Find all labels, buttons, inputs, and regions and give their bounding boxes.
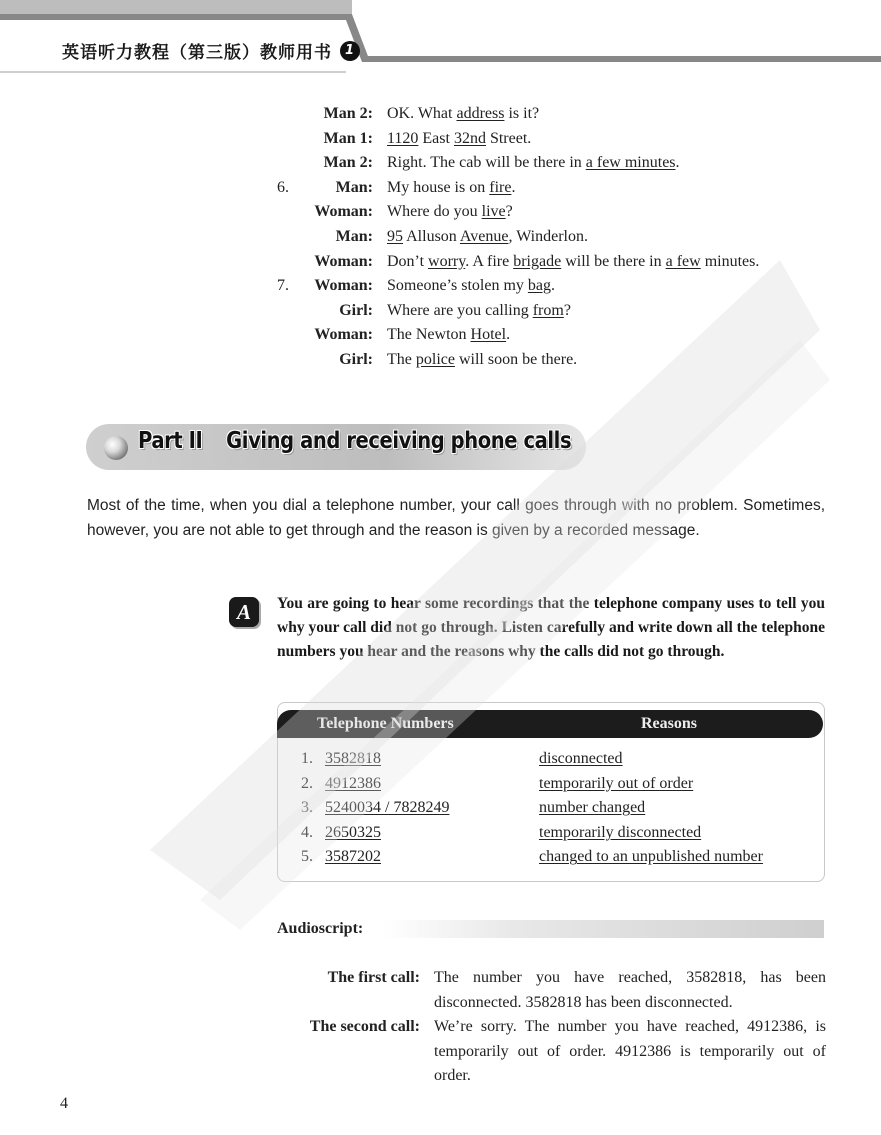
part-heading bbox=[138, 428, 571, 454]
dialog-fragment: . bbox=[675, 154, 680, 172]
dialog-line bbox=[260, 151, 840, 176]
dialog-fragment: The bbox=[387, 350, 416, 368]
audioscript-speaker: The first call: bbox=[327, 969, 420, 986]
dialog-number: 6. bbox=[277, 178, 289, 196]
dialog-fragment: Where do you bbox=[387, 203, 482, 221]
answer-blank: a few bbox=[665, 252, 701, 270]
row-number: 5. bbox=[301, 848, 313, 866]
audioscript-speaker: The second call: bbox=[309, 1018, 420, 1035]
row-number: 3. bbox=[301, 799, 313, 817]
dialog-line bbox=[260, 274, 840, 299]
dialog-line bbox=[260, 176, 840, 201]
dialog-fragment: Alluson bbox=[403, 227, 460, 245]
answer-blank: address bbox=[456, 105, 505, 122]
dialog-fragment: Someone’s stolen my bbox=[387, 277, 528, 295]
dialog-text bbox=[387, 299, 571, 323]
answer-blank: 1120 bbox=[387, 129, 419, 147]
section-a-instruction: You are going to hear some recordings that the telephone company uses to tell you why your call did not go through. Listen carefully and write down all the telephone numbers you hear and the reasons why the calls did not go through. bbox=[277, 595, 825, 661]
section-a-badge: A bbox=[229, 597, 259, 627]
dialog-fragment: Street. bbox=[485, 129, 532, 147]
dialog-fragment: ? bbox=[505, 203, 513, 221]
dialog-line bbox=[260, 323, 840, 348]
dialog-fragment: . A fire bbox=[465, 252, 514, 270]
audioscript-block bbox=[286, 966, 826, 1089]
header-telephone-numbers: Telephone Numbers bbox=[317, 715, 454, 732]
answer-blank: Avenue bbox=[459, 227, 509, 245]
dialog-speaker: Woman: bbox=[314, 203, 373, 221]
audioscript-label: Audioscript: bbox=[277, 920, 364, 937]
dialog-fragment: My house is on bbox=[387, 178, 490, 196]
audioscript-rule bbox=[382, 920, 824, 938]
sphere-icon bbox=[104, 436, 128, 460]
header-title bbox=[62, 38, 360, 63]
dialog-fragment: is it? bbox=[504, 105, 540, 122]
answer-blank: fire bbox=[489, 178, 512, 196]
dialog-text bbox=[387, 176, 515, 200]
phone-number: 4912386 bbox=[325, 774, 381, 792]
answer-blank: worry bbox=[428, 252, 466, 270]
audioscript-item bbox=[286, 1015, 826, 1089]
part-title: Giving and receiving phone calls bbox=[226, 428, 572, 454]
intro-paragraph: Most of the time, when you dial a telephone number, your call goes through with no problem. Sometimes, however, you are not able to get through and the reason is given by a recorded message. bbox=[87, 497, 825, 539]
dialog-fragment: The Newton bbox=[387, 326, 471, 344]
book-title: 英语听力教程（第三版）教师用书 bbox=[62, 43, 332, 63]
table-row bbox=[301, 796, 821, 821]
header-reasons: Reasons bbox=[641, 715, 698, 732]
dialog-number: 7. bbox=[277, 277, 289, 295]
dialog-fragment: Where are you calling bbox=[387, 301, 533, 319]
dialog-fragment: Right. The cab will be there in bbox=[387, 154, 586, 172]
dialog-text bbox=[387, 348, 577, 372]
dialog-fragment: . bbox=[506, 326, 511, 344]
dialog-fragment: East bbox=[418, 129, 454, 147]
dialog-speaker: Man 2: bbox=[323, 105, 373, 122]
phone-number: 2650325 bbox=[325, 823, 381, 841]
dialog-text bbox=[387, 323, 510, 347]
dialog-speaker: Girl: bbox=[339, 301, 373, 319]
answer-blank: live bbox=[481, 203, 506, 221]
dialog-line bbox=[260, 102, 840, 127]
dialog-fragment: ? bbox=[563, 301, 571, 319]
dialog-speaker: Man: bbox=[335, 227, 373, 245]
dialog-line bbox=[260, 200, 840, 225]
dialog-fragment: minutes. bbox=[700, 252, 760, 270]
dialog-line bbox=[260, 348, 840, 373]
answer-table-header bbox=[277, 710, 823, 738]
reason: temporarily disconnected bbox=[539, 823, 702, 841]
answer-blank: from bbox=[532, 301, 564, 319]
dialog-fragment: , Winderlon. bbox=[508, 227, 588, 245]
dialog-text bbox=[387, 200, 513, 224]
audioscript-text: The number you have reached, 3582818, has been disconnected. 3582818 has been disconnected. bbox=[434, 969, 826, 1011]
dialog-text bbox=[387, 250, 759, 274]
dialog-text bbox=[387, 225, 588, 249]
dialog-line bbox=[260, 250, 840, 275]
table-row bbox=[301, 747, 821, 772]
dialog-text bbox=[387, 151, 680, 175]
dialog-speaker: Girl: bbox=[339, 350, 373, 368]
reason: changed to an unpublished number bbox=[539, 848, 763, 866]
dialog-speaker: Woman: bbox=[314, 277, 373, 295]
answer-table-rows bbox=[301, 747, 821, 870]
dialog-speaker: Woman: bbox=[314, 252, 373, 270]
reason: number changed bbox=[539, 799, 646, 817]
dialog-fragment: . bbox=[511, 178, 516, 196]
dialog-fragment: . bbox=[551, 277, 555, 295]
dialog-speaker: Man 1: bbox=[323, 129, 373, 147]
dialog-fragment: OK. What bbox=[387, 105, 457, 122]
volume-badge: 1 bbox=[340, 41, 360, 61]
table-row bbox=[301, 821, 821, 846]
audioscript-text: We’re sorry. The number you have reached, 4912386, is temporarily out of order. 4912386 is temporarily out of order. bbox=[434, 1018, 826, 1084]
dialog-text bbox=[387, 274, 555, 298]
row-number: 2. bbox=[301, 774, 313, 792]
dialog-fragment: Don’t bbox=[387, 252, 429, 270]
answer-blank: brigade bbox=[513, 252, 562, 270]
dialog-speaker: Man 2: bbox=[323, 154, 373, 172]
phone-number: 3587202 bbox=[325, 848, 381, 866]
reason: disconnected bbox=[539, 750, 623, 767]
dialog-speaker: Man: bbox=[335, 178, 373, 196]
dialog-block bbox=[260, 102, 840, 373]
dialog-fragment: will soon be there. bbox=[454, 350, 578, 368]
phone-number: 5240034 / 7828249 bbox=[325, 799, 450, 817]
table-row bbox=[301, 845, 821, 870]
phone-number: 3582818 bbox=[325, 750, 381, 767]
audioscript-item bbox=[286, 966, 826, 1015]
row-number: 1. bbox=[301, 750, 313, 767]
answer-blank: a few minutes bbox=[585, 154, 676, 172]
page-number: 4 bbox=[60, 1095, 68, 1112]
table-row bbox=[301, 772, 821, 797]
dialog-text bbox=[387, 127, 531, 151]
answer-blank: bag bbox=[527, 277, 551, 295]
dialog-fragment: will be there in bbox=[561, 252, 666, 270]
dialog-line bbox=[260, 299, 840, 324]
row-number: 4. bbox=[301, 823, 313, 841]
answer-blank: police bbox=[415, 350, 455, 368]
dialog-text bbox=[387, 102, 539, 126]
reason: temporarily out of order bbox=[539, 774, 694, 792]
answer-blank: 95 bbox=[387, 227, 403, 245]
dialog-line bbox=[260, 225, 840, 250]
answer-blank: 32nd bbox=[453, 129, 486, 147]
dialog-speaker: Woman: bbox=[314, 326, 373, 344]
part-label: Part II bbox=[138, 428, 203, 454]
answer-blank: Hotel bbox=[470, 326, 507, 344]
dialog-line bbox=[260, 127, 840, 152]
